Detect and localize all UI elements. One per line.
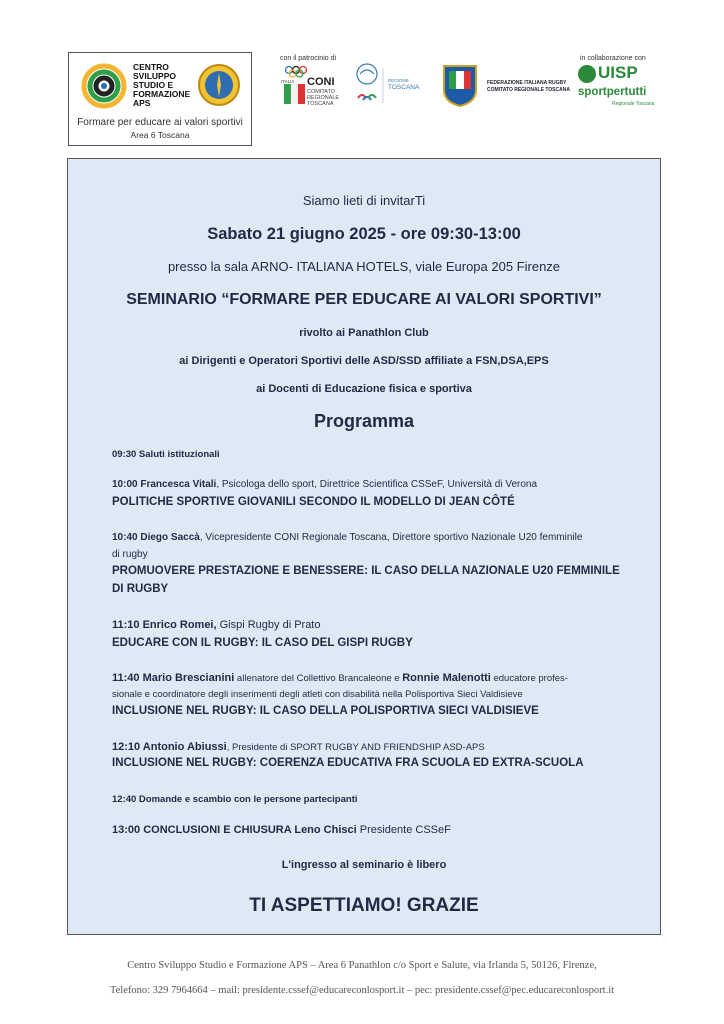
speaker-malenotti-role-cont: sionale e coordinatore degli inserimenti degli atleti con disabilità nella Polisportiva Sieci Valdisieve [112,689,523,700]
cssef-logo [68,52,252,146]
speaker-vitali: 10:00 Francesca Vitali [112,479,217,490]
talk-title-1040-line1: PROMUOVERE PRESTAZIONE E BENESSERE: IL CASO DELLA NAZIONALE U20 FEMMINILE [112,565,620,577]
fir-text [487,80,570,94]
talk-title-1000: POLITICHE SPORTIVE GIOVANILI SECONDO IL MODELLO DI JEAN CÔTÉ [112,496,515,508]
program-item-1300 [112,824,640,836]
speaker-sacca-role-cont: di rugby [112,549,148,560]
program-heading: Programma [313,411,415,431]
audience-line-2: ai Dirigenti e Operatori Sportivi delle ASD/SSD affiliate a FSN,DSA,EPS [179,355,549,367]
program-item-1040 [112,532,640,543]
program-item-1000 [112,479,640,490]
regione-label: REGIONE [388,78,409,83]
closing-speaker: 13:00 CONCLUSIONI E CHIUSURA Leno Chisci [112,824,357,836]
speaker-malenotti: Ronnie Malenotti [402,672,491,684]
talk-title-1140: INCLUSIONE NEL RUGBY: IL CASO DELLA POLISPORTIVA SIECI VALDISIEVE [112,705,539,717]
seminar-title: SEMINARIO “FORMARE PER EDUCARE AI VALORI SPORTIVI” [126,291,602,308]
uisp-name: UISP [598,63,638,82]
program-item-1110 [112,619,640,631]
free-entry-note: L'ingresso al seminario è libero [281,859,447,871]
speaker-abiussi-role: , Presidente di SPORT RUGBY AND FRIENDSHIP ASD-APS [226,742,485,753]
collab-label: in collaborazione con [580,55,646,62]
patronage-label: con il patrocinio di [280,55,337,62]
program-item-1240: 12:40 Domande e scambio con le persone partecipanti [112,794,358,805]
speaker-malenotti-role: educatore profes- [490,673,568,684]
rings-icon [81,63,127,109]
fir-shield-icon [440,62,480,108]
audience-line-1: rivolto ai Panathlon Club [299,327,429,339]
speaker-abiussi: 12:10 Antonio Abiussi [112,741,227,753]
event-date: Sabato 21 giugno 2025 - ore 09:30-13:00 [207,225,521,243]
talk-title-1040-line2: DI RUGBY [112,583,169,595]
uisp-mark-icon [578,65,596,83]
talk-title-1110: EDUCARE CON IL RUGBY: IL CASO DEL GISPI RUGBY [112,637,413,649]
speaker-romei-role: Gispi Rugby di Prato [216,619,321,631]
program-item-1210 [112,741,640,753]
audience-line-3: ai Docenti di Educazione fisica e sportiva [256,383,472,395]
program-item-0930: 09:30 Saluti istituzionali [112,449,220,460]
talk-title-1210: INCLUSIONE NEL RUGBY: COERENZA EDUCATIVA FRA SCUOLA ED EXTRA-SCUOLA [112,757,584,769]
event-venue: presso la sala ARNO- ITALIANA HOTELS, viale Europa 205 Firenze [167,259,561,274]
coni-sub: COMITATO REGIONALE TOSCANA [307,89,340,107]
footer-address: Centro Sviluppo Studio e Formazione APS – Area 6 Panathlon c/o Sport e Salute, via Irlanda 5, 50126, Firenze, [127,960,597,971]
cssef-title: CENTRO SVILUPPO STUDIO E FORMAZIONE APS [133,62,191,108]
speaker-romei: 11:10 Enrico Romei, [112,619,217,631]
uisp-region-label: Regionale Toscana [612,101,655,107]
program-item-1140 [112,672,640,684]
toscana-label: TOSCANA [388,84,420,91]
cssef-area: Area 6 Toscana [130,130,190,140]
uisp-logo [578,63,638,83]
sportpertutti-label: sportpertutti [578,86,647,98]
speaker-brescianini: 11:40 Mario Brescianini [112,672,235,684]
speaker-vitali-role: , Psicologa dello sport, Direttrice Scientifica CSSeF, Università di Verona [216,479,538,490]
panathlon-emblem-icon [197,63,241,107]
footer-contacts: Telefono: 329 7964664 – mail: presidente.cssef@educareconlosport.it – pec: presidente.cssef@pec.educareconlosport.it [109,985,615,996]
invite-intro: Siamo lieti di invitarTi [302,193,426,208]
coni-italia-label: ITALIA [281,79,295,84]
speaker-brescianini-role: allenatore del Collettivo Brancaleone e [234,673,403,684]
closing-speaker-role: Presidente CSSeF [356,824,451,836]
closing-thanks: TI ASPETTIAMO! GRAZIE [249,895,479,916]
fir-sub: COMITATO REGIONALE TOSCANA [487,87,570,93]
coni-name: CONI [307,76,335,88]
speaker-sacca-role: , Vicepresidente CONI Regionale Toscana, Direttore sportivo Nazionale U20 femminile [199,532,583,543]
cssef-tagline: Formare per educare ai valori sportivi [77,117,243,128]
invitation-panel [67,158,661,935]
fir-name: FEDERAZIONE ITALIANA RUGBY [487,80,567,86]
speaker-sacca: 10:40 Diego Saccà [112,532,200,543]
